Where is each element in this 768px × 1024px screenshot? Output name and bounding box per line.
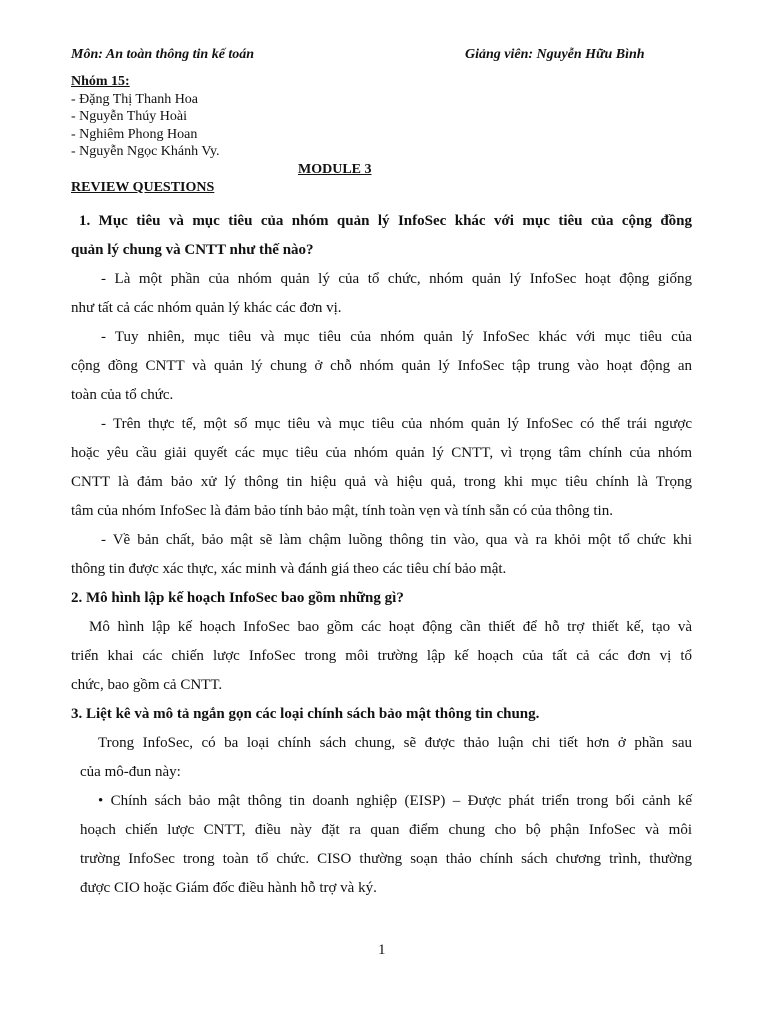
q1-bullet-line: toàn của tổ chức.: [71, 387, 174, 403]
q3-intro-line: của mô-đun này:: [80, 764, 181, 780]
q3-eisp-line: hoạch chiến lược CNTT, điều này đặt ra quan điểm chung cho bộ phận InfoSec và môi: [80, 822, 692, 838]
q1-bullet-line: thông tin được xác thực, xác minh và đánh giá theo các tiêu chí bảo mật.: [71, 561, 507, 577]
lecturer-name: Giảng viên: Nguyễn Hữu Bình: [465, 47, 645, 62]
page-number: 1: [378, 942, 386, 958]
q1-bullet-line: - Trên thực tế, một số mục tiêu và mục tiêu của nhóm quản lý InfoSec có thể trái ngược: [101, 416, 692, 432]
group-block: [71, 73, 220, 161]
q1-bullet-line: CNTT là đảm bảo xử lý thông tin hiệu quả và hiệu quả, trong khi mục tiêu chính là Trọng: [71, 474, 692, 490]
group-member: - Nghiêm Phong Hoan: [71, 126, 198, 142]
group-member: - Đặng Thị Thanh Hoa: [71, 91, 199, 107]
group-member: - Nguyễn Thúy Hoài: [71, 109, 187, 124]
q3-eisp-line: trường InfoSec trong toàn tổ chức. CISO thường soạn thảo chính sách chương trình, thường: [80, 851, 692, 867]
group-member: - Nguyễn Ngọc Khánh Vy.: [71, 144, 220, 159]
q2-body-line: triển khai các chiến lược InfoSec trong môi trường lập kế hoạch của tất cả các đơn vị tổ: [71, 648, 692, 664]
q2-body-line: chức, bao gồm cả CNTT.: [71, 677, 223, 693]
q3-eisp-line: được CIO hoặc Giám đốc điều hành hỗ trợ và ký.: [80, 880, 377, 896]
module-title: MODULE 3: [298, 162, 372, 177]
q3-intro-line: Trong InfoSec, có ba loại chính sách chung, sẽ được thảo luận chi tiết hơn ở phần sau: [98, 735, 692, 751]
section-title: REVIEW QUESTIONS: [71, 180, 215, 195]
q1-title-line: 1. Mục tiêu và mục tiêu của nhóm quản lý InfoSec khác với mục tiêu của cộng đồng: [79, 213, 692, 229]
q1-bullet-line: cộng đồng CNTT và quản lý chung ở chỗ nhóm quản lý InfoSec tập trung vào hoạt động an: [71, 358, 692, 374]
q1-bullet-line: hoặc yêu cầu giải quyết các mục tiêu của nhóm quản lý CNTT, vì trọng tâm chính của nhóm: [71, 445, 692, 461]
q1-bullet-line: tâm của nhóm InfoSec là đảm bảo tính bảo mật, tính toàn vẹn và tính sẵn có của thông tin.: [71, 503, 613, 519]
q2-title: 2. Mô hình lập kế hoạch InfoSec bao gồm những gì?: [71, 590, 404, 606]
q1-bullet-line: - Là một phần của nhóm quản lý của tổ chức, nhóm quản lý InfoSec hoạt động giống: [101, 271, 692, 287]
q1-bullet-line: - Về bản chất, bảo mật sẽ làm chậm luồng thông tin vào, qua và ra khỏi một tổ chức khi: [101, 532, 692, 548]
q1-bullet-line: - Tuy nhiên, mục tiêu và mục tiêu của nhóm quản lý InfoSec khác với mục tiêu của: [101, 329, 692, 345]
q3-eisp-line: • Chính sách bảo mật thông tin doanh nghiệp (EISP) – Được phát triển trong bối cảnh kế: [98, 793, 692, 809]
q1-bullet-line: như tất cả các nhóm quản lý khác các đơn vị.: [71, 300, 342, 316]
group-title: Nhóm 15:: [71, 74, 130, 89]
course-name: Môn: An toàn thông tin kế toán: [71, 47, 255, 62]
q3-title: 3. Liệt kê và mô tả ngắn gọn các loại chính sách bảo mật thông tin chung.: [71, 706, 540, 722]
q2-body-line: Mô hình lập kế hoạch InfoSec bao gồm các hoạt động cần thiết để hỗ trợ thiết kế, tạo và: [89, 619, 692, 635]
q1-title-line: quản lý chung và CNTT như thế nào?: [71, 242, 314, 258]
